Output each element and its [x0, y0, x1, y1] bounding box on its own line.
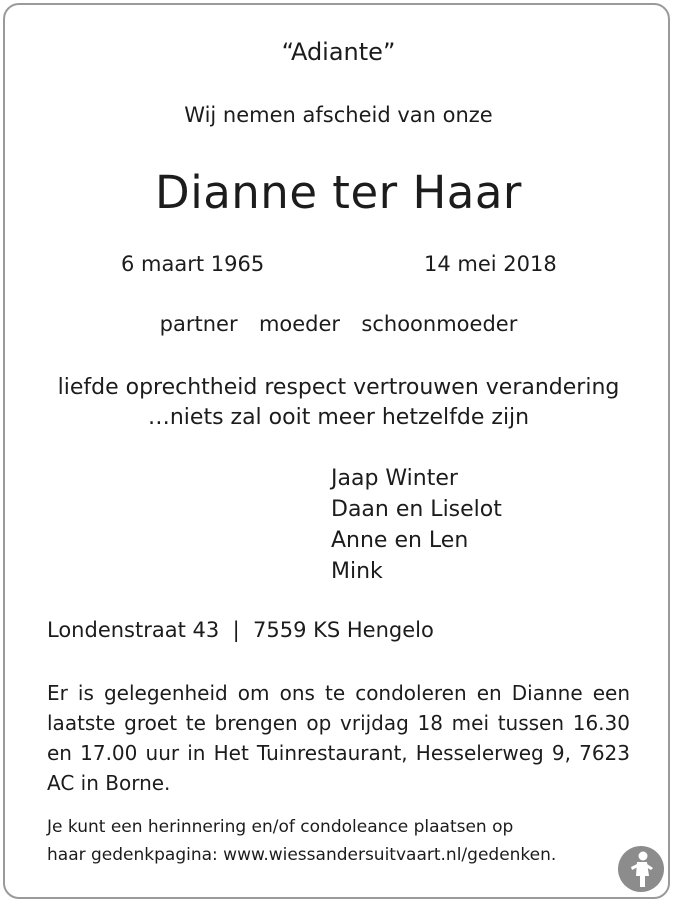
death-date: 14 mei 2018 [424, 252, 557, 276]
memorial-line: haar gedenkpagina: www.wiessandersuitvaart.nl/gedenken. [47, 845, 557, 865]
deceased-name: Dianne ter Haar [155, 166, 522, 219]
family-member: Mink [331, 559, 383, 584]
family-member: Jaap Winter [331, 466, 458, 491]
address: Londenstraat 43 | 7559 KS Hengelo [47, 618, 434, 642]
memorial-text [47, 813, 632, 869]
memorial-logo-icon [617, 845, 665, 893]
values-line: liefde oprechtheid respect vertrouwen verandering [57, 375, 620, 400]
values-line: …niets zal ooit meer hetzelfde zijn [147, 405, 530, 430]
intro-text: Wij nemen afscheid van onze [184, 103, 493, 127]
family-member: Daan en Liselot [331, 497, 502, 522]
birth-date: 6 maart 1965 [121, 252, 265, 276]
memorial-line: Je kunt een herinnering en/of condoleance plaatsen op [47, 817, 514, 837]
roles: partner moeder schoonmoeder [159, 312, 518, 336]
family-member: Anne en Len [331, 528, 469, 553]
condolence-text: Er is gelegenheid om ons te condoleren en Dianne een laatste groet te brengen op vrijdag 18 mei tussen 16.30 en 17.00 uur in Het Tuinrestaurant, Hesselerweg 9, 7623 AC in Borne. [47, 681, 630, 795]
values-text [0, 373, 677, 433]
motto: “Adiante” [281, 38, 396, 66]
family-list [331, 463, 502, 587]
